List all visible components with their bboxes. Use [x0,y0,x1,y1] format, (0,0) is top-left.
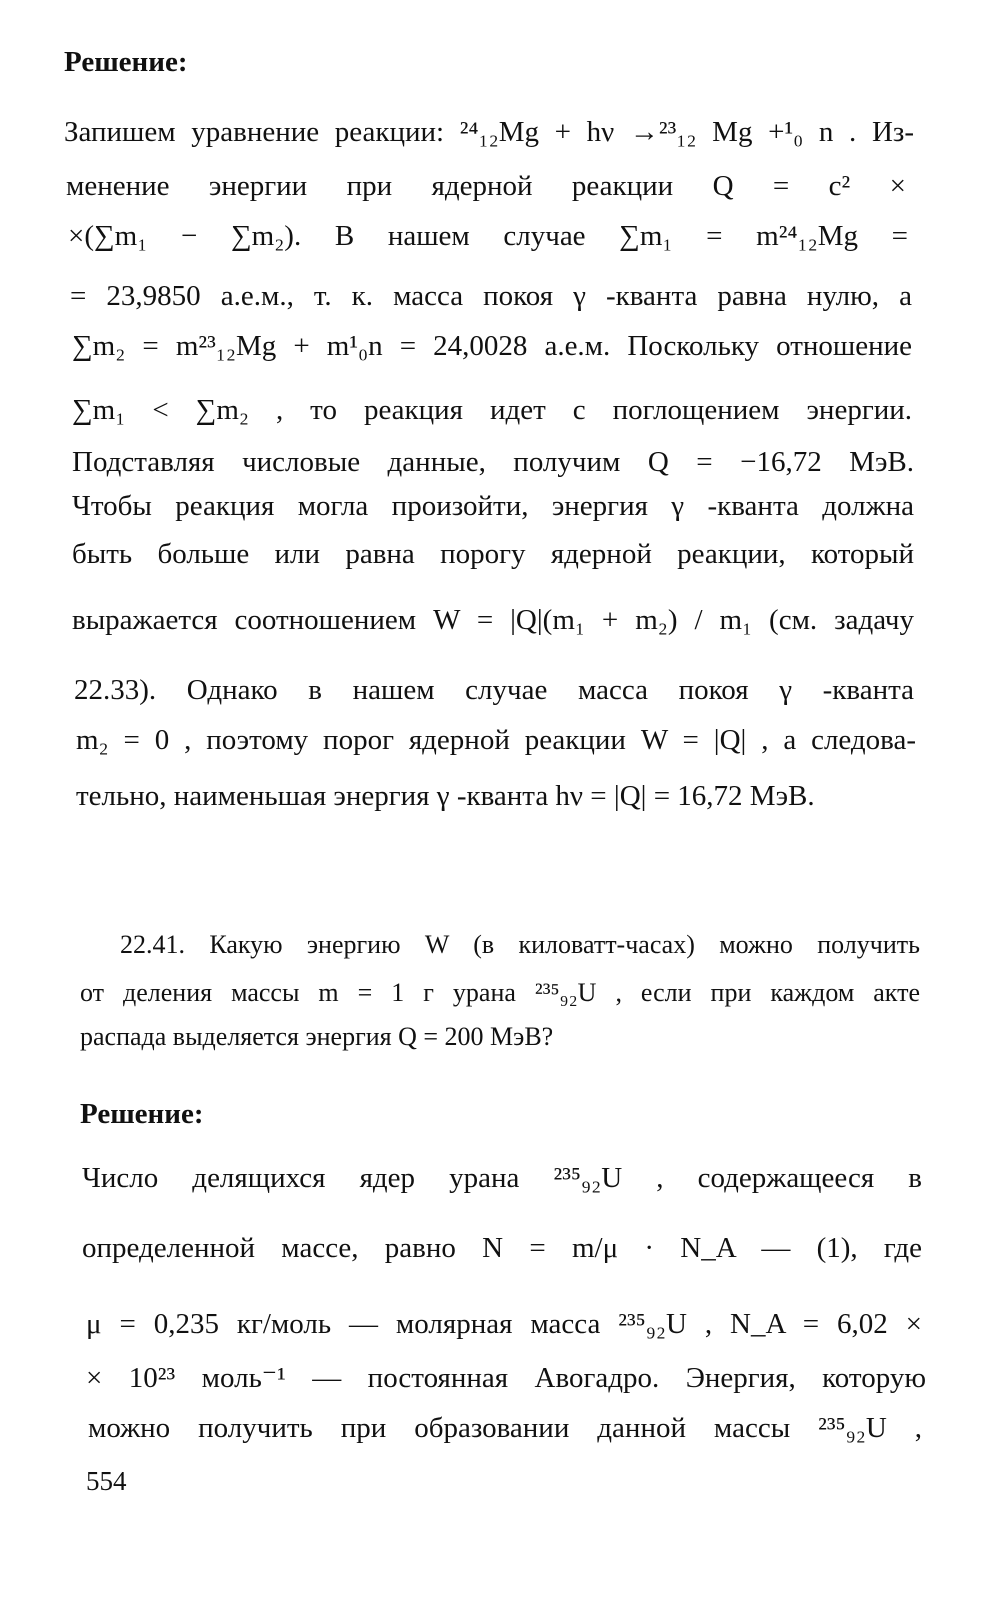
solution2-line-1: Число делящихся ядер урана ²³⁵₉₂U , содержащееся в [82,1162,922,1194]
problem-line-3: распада выделяется энергия Q = 200 МэВ? [80,1022,554,1051]
solution2-line-5: можно получить при образовании данной массы ²³⁵₉₂U , [88,1412,922,1444]
solution-line-7: Подставляя числовые данные, получим Q = −16,72 МэВ. [72,446,914,478]
solution2-heading: Решение: [80,1098,204,1130]
solution-line-6: ∑m₁ < ∑m₂ , то реакция идет с поглощением энергии. [72,394,912,426]
solution-line-11: 22.33). Однако в нашем случае масса покоя γ -кванта [74,674,914,706]
solution-line-2: менение энергии при ядерной реакции Q = c² × [66,170,906,202]
solution-line-12: m₂ = 0 , поэтому порог ядерной реакции W = |Q| , а следова- [76,724,916,756]
problem-line-2: от деления массы m = 1 г урана ²³⁵₉₂U , если при каждом акте [80,978,920,1007]
solution-heading: Решение: [64,46,188,78]
page-number: 554 [86,1466,127,1496]
solution-line-10: выражается соотношением W = |Q|(m₁ + m₂) / m₁ (см. задачу [72,604,914,636]
solution-line-13: тельно, наименьшая энергия γ -кванта hν = |Q| = 16,72 МэВ. [76,780,815,812]
solution-line-1: Запишем уравнение реакции: ²⁴₁₂Mg + hν →²³₁₂ Mg +¹₀ n . Из- [64,116,914,148]
solution2-line-2: определенной массе, равно N = m/μ · N_A — (1), где [82,1232,922,1264]
solution-line-4: = 23,9850 а.е.м., т. к. масса покоя γ -кванта равна нулю, а [70,280,912,312]
solution2-line-3: μ = 0,235 кг/моль — молярная масса ²³⁵₉₂U , N_A = 6,02 × [86,1308,922,1340]
solution-line-3: ×(∑m₁ − ∑m₂). В нашем случае ∑m₁ = m²⁴₁₂Mg = [68,220,908,252]
solution-line-5: ∑m₂ = m²³₁₂Mg + m¹₀n = 24,0028 а.е.м. Поскольку отношение [72,330,912,362]
problem-line-1: 22.41. Какую энергию W (в киловатт-часах) можно получить [120,930,920,959]
solution-line-9: быть больше или равна порогу ядерной реакции, который [72,538,914,570]
solution-line-8: Чтобы реакция могла произойти, энергия γ -кванта должна [72,490,914,522]
solution2-line-4: × 10²³ моль⁻¹ — постоянная Авогадро. Энергия, которую [86,1362,926,1394]
